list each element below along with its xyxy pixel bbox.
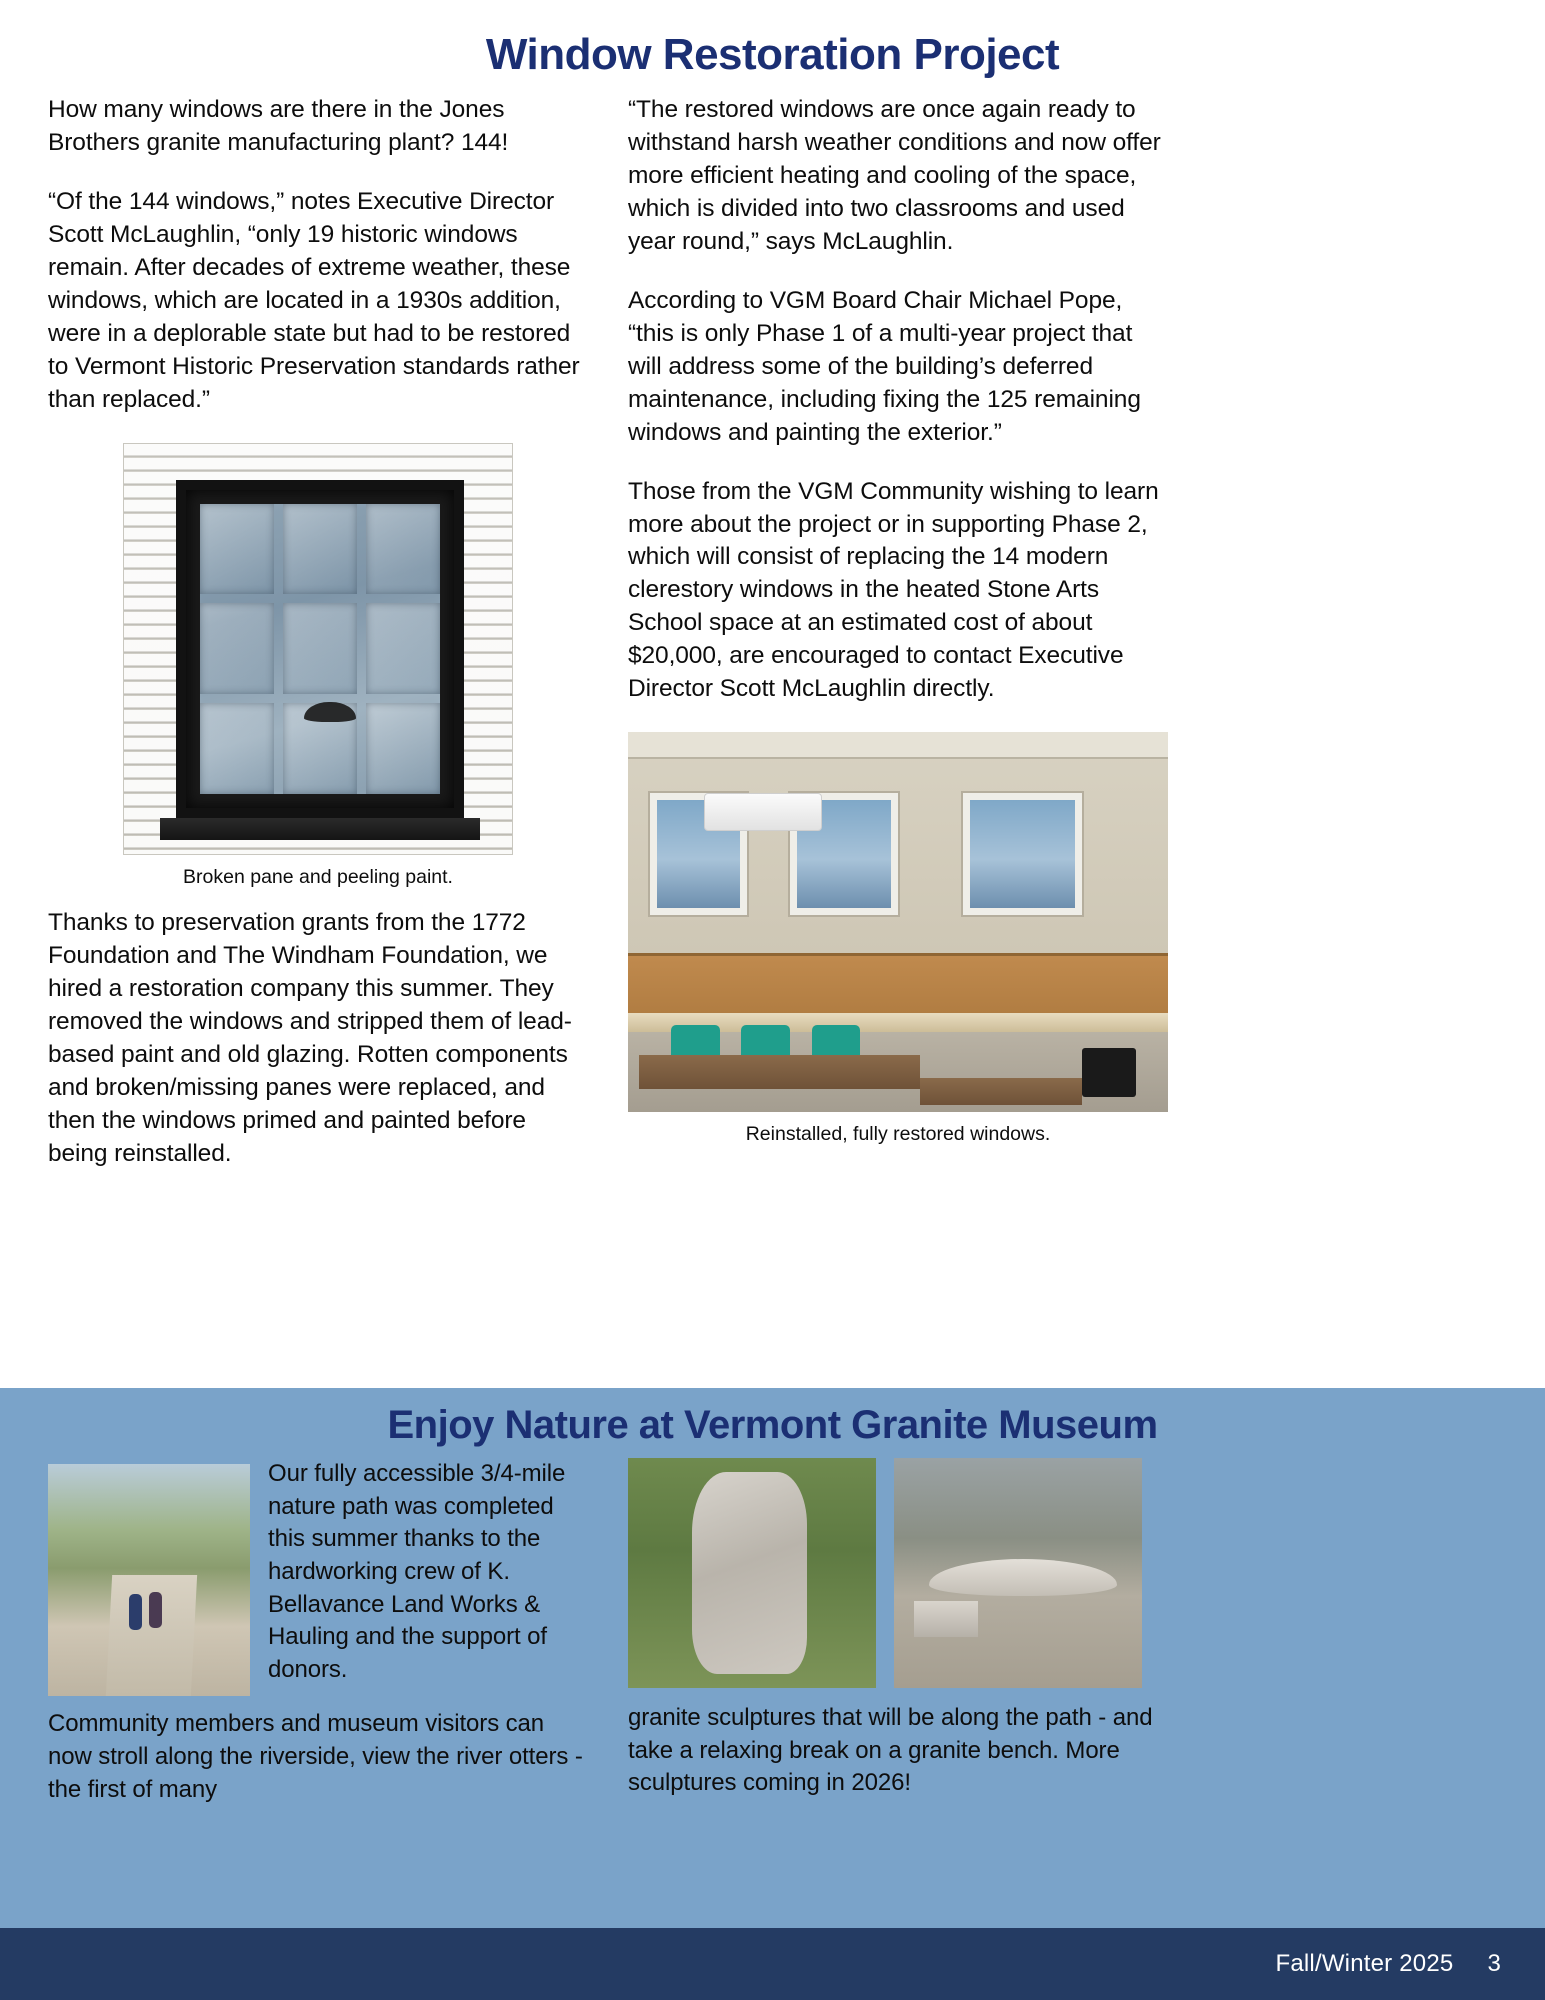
photo-reinstalled-restored-windows: [628, 732, 1168, 1112]
window-pane: [366, 703, 440, 794]
paragraph-restored-windows-quote: “The restored windows are once again ready to withstand harsh weather conditions and now offer more efficient heating and cooling of the space, which is divided into two classrooms and used year round,” says McLaughlin.: [628, 96, 1161, 255]
page-title: Window Restoration Project: [485, 30, 1060, 79]
paragraph-preservation-grants: Thanks to preservation grants from the 1772 Foundation and The Windham Foundation, we hired a restoration company this summer. They removed the windows and stripped them of lead-based paint and old glazing. Rotten components and broken/missing panes were replaced, and then the windows primed and painted before being reinstalled.: [48, 909, 572, 1167]
classroom-wainscot: [628, 953, 1168, 1014]
restored-window: [963, 793, 1082, 915]
classroom-table: [920, 1078, 1082, 1105]
window-pane: [366, 603, 440, 694]
walker-figure: [149, 1592, 162, 1628]
article-left-column: [48, 94, 588, 1170]
classroom-ceiling: [628, 732, 1168, 759]
figure-caption-broken-window: Broken pane and peeling paint.: [183, 865, 453, 888]
window-sill-graphic: [160, 818, 480, 840]
granite-bench-slab: [929, 1559, 1117, 1596]
window-pane: [200, 504, 274, 595]
granite-bench-support: [914, 1601, 978, 1638]
figure-broken-window: [48, 443, 588, 907]
nature-left-column: [48, 1458, 588, 1806]
article-right-column: [628, 94, 1168, 1164]
sculpture-stone-graphic: [692, 1472, 806, 1674]
nature-section-title: Enjoy Nature at Vermont Granite Museum: [387, 1403, 1158, 1447]
nature-section: [0, 1388, 1545, 1928]
nature-photo-row: [628, 1458, 1168, 1688]
nature-paragraph-path-completed: Our fully accessible 3/4-mile nature path was completed this summer thanks to the hardworking crew of K. Bellavance Land Works & Hauling and the support of donors.: [268, 1460, 566, 1683]
air-conditioner-unit: [704, 793, 823, 831]
nature-paragraph-sculptures-bench: granite sculptures that will be along the path - and take a relaxing break on a granite bench. More sculptures coming in 2026!: [628, 1704, 1153, 1797]
walker-figure: [129, 1594, 142, 1630]
paragraph-phase-two-support: Those from the VGM Community wishing to learn more about the project or in supporting Phase 2, which will consist of replacing the 14 modern clerestory windows in the heated Stone Arts School space at an estimated cost of about $20,000, are encouraged to contact Executive Director Scott McLaughlin directly.: [628, 477, 1159, 703]
page-footer: [0, 1928, 1545, 2000]
trash-bin: [1082, 1048, 1136, 1097]
window-pane: [283, 504, 357, 595]
paragraph-board-chair-quote: According to VGM Board Chair Michael Pope, “this is only Phase 1 of a multi-year project that will address some of the building’s deferred maintenance, including fixing the 125 remaining windows and painting the exterior.”: [628, 286, 1141, 446]
footer-page-number: 3: [1487, 1950, 1501, 1977]
window-pane: [366, 504, 440, 595]
article-columns: [48, 94, 1497, 1170]
paragraph-window-count: How many windows are there in the Jones Brothers granite manufacturing plant? 144!: [48, 96, 509, 157]
figure-caption-restored-windows: Reinstalled, fully restored windows.: [745, 1123, 1051, 1146]
window-glass-panes: [200, 504, 440, 794]
window-pane: [283, 603, 357, 694]
photo-nature-trail-walkers: [48, 1464, 250, 1696]
photo-granite-bench-on-path: [894, 1458, 1142, 1688]
window-frame-graphic: [176, 480, 464, 818]
photo-granite-otter-sculpture: [628, 1458, 876, 1688]
classroom-table: [639, 1055, 920, 1089]
nature-columns: [48, 1458, 1497, 1806]
nature-paragraph-community-members: Community members and museum visitors can now stroll along the riverside, view the river otters - the first of many: [48, 1710, 583, 1803]
photo-broken-pane-peeling-paint: [123, 443, 513, 855]
nature-right-column: [628, 1458, 1168, 1800]
window-pane: [200, 603, 274, 694]
footer-issue-label: Fall/Winter 2025: [1275, 1950, 1454, 1977]
window-pane: [200, 703, 274, 794]
paragraph-historic-windows-quote: “Of the 144 windows,” notes Executive Director Scott McLaughlin, “only 19 historic windows remain. After decades of extreme weather, these windows, which are located in a 1930s addition, were in a deplorable state but had to be restored to Vermont Historic Preservation standards rather than replaced.”: [48, 188, 580, 413]
figure-restored-classroom: [628, 732, 1168, 1164]
